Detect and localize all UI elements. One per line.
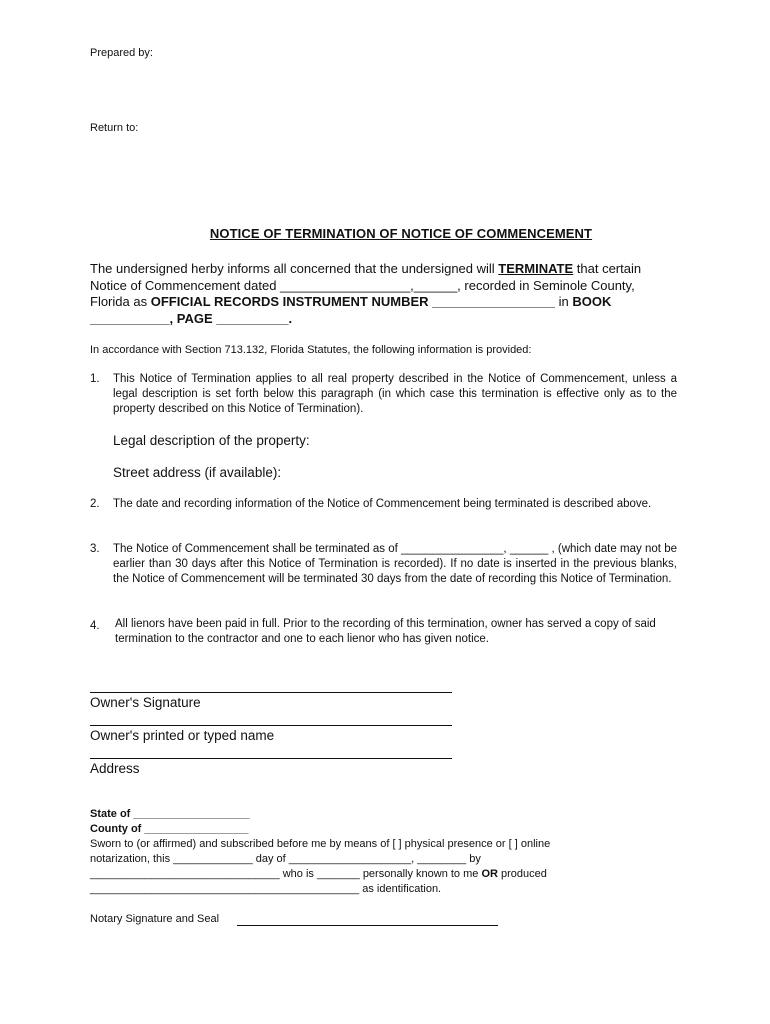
intro-text-tail: that certain: [573, 261, 642, 276]
or-word: OR: [481, 868, 498, 880]
item-text: The date and recording information of the Notice of Commencement being terminated is described above.: [113, 498, 652, 510]
prepared-by-label: Prepared by:: [90, 47, 153, 59]
intro-florida: Florida as: [90, 294, 151, 309]
owner-name-line: [90, 725, 452, 726]
sworn-line-4: ____________________________________________ as identification.: [90, 883, 442, 895]
intro-text: The undersigned herby informs all concerned that the undersigned will: [90, 261, 499, 276]
intro-in: in: [555, 294, 573, 309]
sworn-line-1: Sworn to (or affirmed) and subscribed before me by means of [ ] physical presence or [ ] online: [90, 838, 551, 850]
intro-line-2: Notice of Commencement dated __________________,______, recorded in Seminole County,: [90, 277, 635, 293]
instrument-number-label: OFFICIAL RECORDS INSTRUMENT NUMBER _________________: [150, 294, 556, 309]
owner-name-label: Owner's printed or typed name: [90, 728, 275, 743]
intro-line-1: [90, 261, 690, 278]
item-number: 3.: [90, 543, 100, 555]
list-item: [90, 542, 677, 587]
notary-signature-line: [237, 925, 498, 926]
sworn-line-3: [90, 868, 547, 880]
owner-signature-line: [90, 692, 452, 693]
item-number: 1.: [90, 373, 100, 385]
book-label: BOOK: [572, 294, 612, 309]
list-item: [90, 617, 665, 647]
sworn-line-3-text: _______________________________ who is _______ personally known to me: [90, 868, 482, 880]
notary-signature-label: Notary Signature and Seal: [90, 913, 220, 925]
street-address-label: Street address (if available):: [113, 465, 282, 480]
intro-line-3: [90, 294, 690, 311]
item-text: The Notice of Commencement shall be terminated as of ________________, ______ , (which date may not be earlier than 30 days after this Notice of Termination is recorded). If no date is inserted in the previous blanks, the Notice of Commencement will be terminated 30 days from the date of recording this Notice of Termination.: [113, 543, 677, 585]
document-title: NOTICE OF TERMINATION OF NOTICE OF COMMENCEMENT: [209, 226, 593, 241]
owner-signature-label: Owner's Signature: [90, 695, 201, 710]
county-of-field: County of _________________: [90, 823, 249, 835]
statute-line: In accordance with Section 713.132, Florida Statutes, the following information is provided:: [90, 344, 532, 356]
item-number: 4.: [90, 620, 100, 632]
address-line: [90, 758, 452, 759]
item-text: All lienors have been paid in full. Prior to the recording of this termination, owner has served a copy of said termination to the contractor and one to each lienor who has given notice.: [115, 618, 656, 645]
terminate-word: TERMINATE: [498, 261, 574, 276]
page-label-line: ___________, PAGE __________.: [90, 310, 293, 326]
sworn-line-2: notarization, this _____________ day of ____________________, ________ by: [90, 853, 481, 865]
state-of-field: State of ___________________: [90, 808, 250, 820]
address-label: Address: [90, 761, 140, 776]
return-to-label: Return to:: [90, 122, 139, 134]
legal-description-label: Legal description of the property:: [113, 433, 310, 448]
list-item: [90, 497, 677, 512]
item-number: 2.: [90, 498, 100, 510]
list-item: [90, 372, 677, 417]
item-text: This Notice of Termination applies to all real property described in the Notice of Commencement, unless a legal description is set forth below this paragraph (in which case this termination is effective only as to the property described on this Notice of Termination).: [113, 373, 677, 415]
sworn-line-3-tail: produced: [497, 868, 547, 880]
intro-paragraph: [90, 261, 690, 327]
